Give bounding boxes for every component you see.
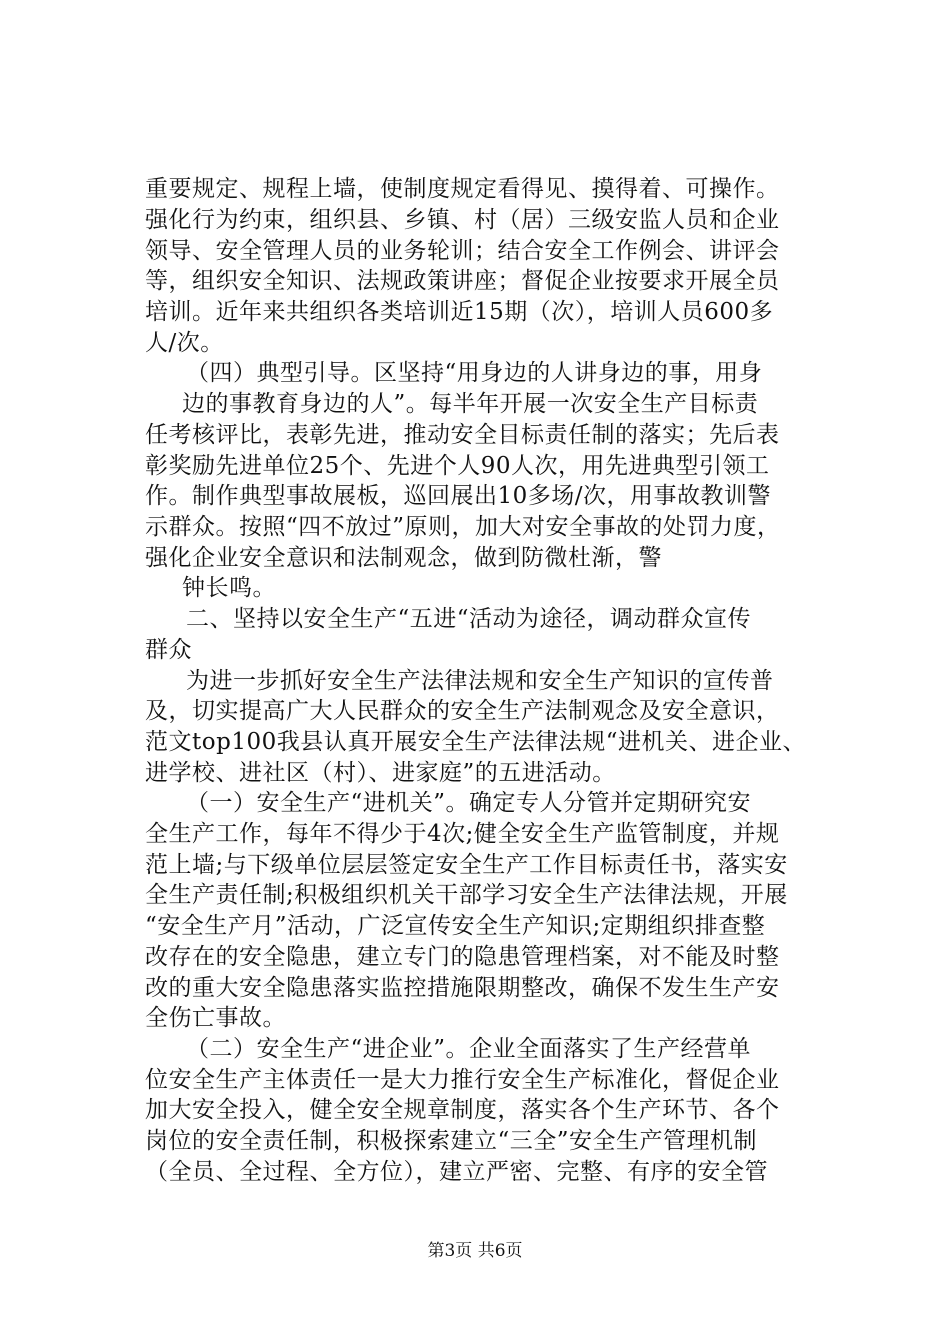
text-line: 钟长鸣。 (182, 575, 276, 601)
text-line: 全伤亡事故。 (145, 1005, 286, 1031)
text-line: （全员、全过程、全方位），建立严密、完整、有序的安全管 (145, 1159, 768, 1185)
text-line: 重要规定、规程上墙，使制度规定看得见、摸得着、可操作。 (145, 176, 780, 202)
text-line: 位安全生产主体责任一是大力推行安全生产标准化，督促企业 (145, 1067, 780, 1093)
text-line: 范文top100我县认真开展安全生产法律法规“进机关、进企业、 (145, 729, 806, 755)
text-line: 培训。近年来共组织各类培训近15期（次），培训人员600多 (145, 299, 774, 325)
text-line: （一）安全生产“进机关”。确定专人分管并定期研究安 (186, 790, 752, 816)
text-line: （二）安全生产“进企业”。企业全面落实了生产经营单 (186, 1036, 752, 1062)
text-line: 进学校、进社区（村）、进家庭”的五进活动。 (145, 760, 616, 786)
text-line: 等，组织安全知识、法规政策讲座；督促企业按要求开展全员 (145, 268, 780, 294)
text-line: 为进一步抓好安全生产法律法规和安全生产知识的宣传普 (186, 668, 774, 694)
text-line: 作。制作典型事故展板，巡回展出10多场/次，用事故教训警 (145, 483, 772, 509)
text-line: 任考核评比，表彰先进，推动安全目标责任制的落实；先后表 (145, 422, 780, 448)
text-line: 领导、安全管理人员的业务轮训；结合安全工作例会、讲评会 (145, 238, 780, 264)
text-line: 强化企业安全意识和法制观念，做到防微杜渐，警 (145, 545, 662, 571)
page-footer: 第3页 共6页 (427, 1241, 523, 1261)
text-line: 改存在的安全隐患，建立专门的隐患管理档案，对不能及时整 (145, 944, 780, 970)
section-heading-continued: 群众 (145, 637, 192, 663)
text-line: 改的重大安全隐患落实监控措施限期整改，确保不发生生产安 (145, 975, 780, 1001)
text-line: 加大安全投入，健全安全规章制度，落实各个生产环节、各个 (145, 1097, 780, 1123)
text-line: 强化行为约束，组织县、乡镇、村（居）三级安监人员和企业 (145, 207, 780, 233)
section-heading: 二、坚持以安全生产“五进“活动为途径，调动群众宣传 (186, 606, 752, 632)
text-line: 示群众。按照“四不放过”原则，加大对安全事故的处罚力度， (145, 514, 781, 540)
text-line: 及，切实提高广大人民群众的安全生产法制观念及安全意识， (145, 698, 780, 724)
text-line: 边的事教育身边的人”。每半年开展一次安全生产目标责 (182, 391, 759, 417)
text-line: 人/次。 (145, 330, 224, 356)
text-line: 彰奖励先进单位25个、先进个人90人次，用先进典型引领工 (145, 453, 770, 479)
text-line: 全生产责任制;积极组织机关干部学习安全生产法律法规，开展 (145, 882, 788, 908)
text-line: 范上墙;与下级单位层层签定安全生产工作目标责任书，落实安 (145, 852, 788, 878)
text-line: “安全生产月”活动，广泛宣传安全生产知识;定期组织排查整 (145, 913, 766, 939)
text-line: （四）典型引导。区坚持“用身边的人讲身边的事，用身 (186, 360, 763, 386)
text-line: 全生产工作，每年不得少于4次;健全安全生产监管制度，并规 (145, 821, 780, 847)
text-line: 岗位的安全责任制，积极探索建立“三全”安全生产管理机制 (145, 1128, 758, 1154)
